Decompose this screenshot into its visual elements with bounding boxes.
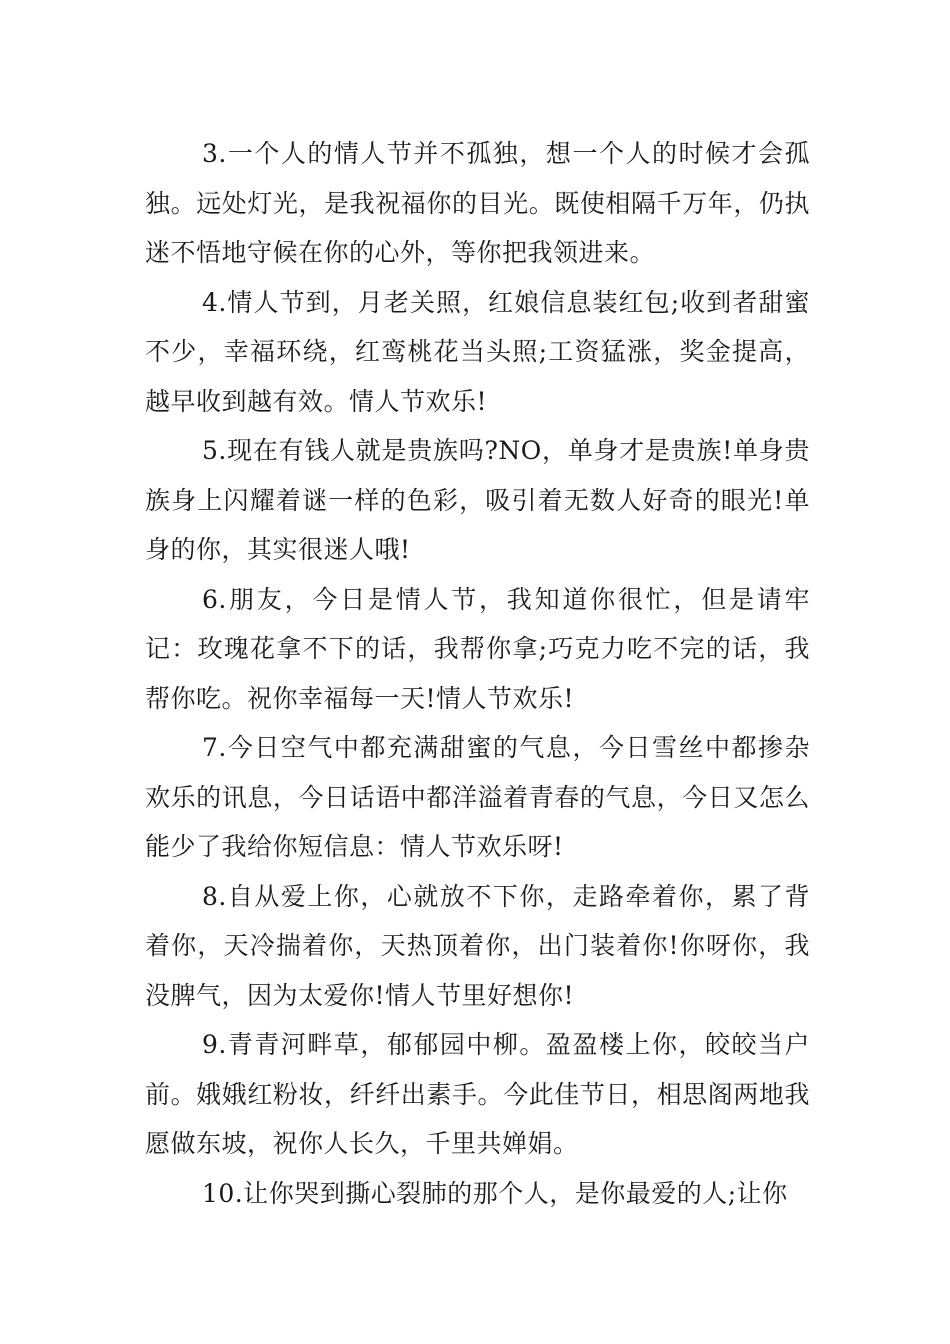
- paragraph-10: 10.让你哭到撕心裂肺的那个人，是你最爱的人;让你: [202, 1178, 788, 1208]
- document-body: [145, 129, 810, 1218]
- paragraph-5: 5.现在有钱人就是贵族吗?NO，单身才是贵族!单身贵族身上闪耀着谜一样的色彩，吸引着无数人好奇的眼光!单身的你，其实很迷人哦!: [145, 436, 810, 564]
- paragraph-3: 3.一个人的情人节并不孤独，想一个人的时候才会孤独。远处灯光，是我祝福你的目光。既使相隔千万年，仍执迷不悟地守候在你的心外，等你把我领进来。: [145, 139, 810, 267]
- paragraph-6: 6.朋友，今日是情人节，我知道你很忙，但是请牢记：玫瑰花拿不下的话，我帮你拿;巧克力吃不完的话，我帮你吃。祝你幸福每一天!情人节欢乐!: [145, 584, 810, 713]
- paragraph-8: 8.自从爱上你，心就放不下你，走路牵着你，累了背着你，天冷揣着你，天热顶着你，出门装着你!你呀你，我没脾气，因为太爱你!情人节里好想你!: [145, 881, 810, 1010]
- paragraph-7: 7.今日空气中都充满甜蜜的气息，今日雪丝中都掺杂欢乐的讯息，今日话语中都洋溢着青春的气息，今日又怎么能少了我给你短信息：情人节欢乐呀!: [145, 733, 810, 861]
- paragraph-9: 9.青青河畔草，郁郁园中柳。盈盈楼上你，皎皎当户前。娥娥红粉妆，纤纤出素手。今此佳节日，相思阁两地我愿做东坡，祝你人长久，千里共婵娟。: [145, 1030, 810, 1158]
- paragraph-4: 4.情人节到，月老关照，红娘信息装红包;收到者甜蜜不少，幸福环绕，红鸾桃花当头照;工资猛涨，奖金提高，越早收到越有效。情人节欢乐!: [145, 287, 810, 416]
